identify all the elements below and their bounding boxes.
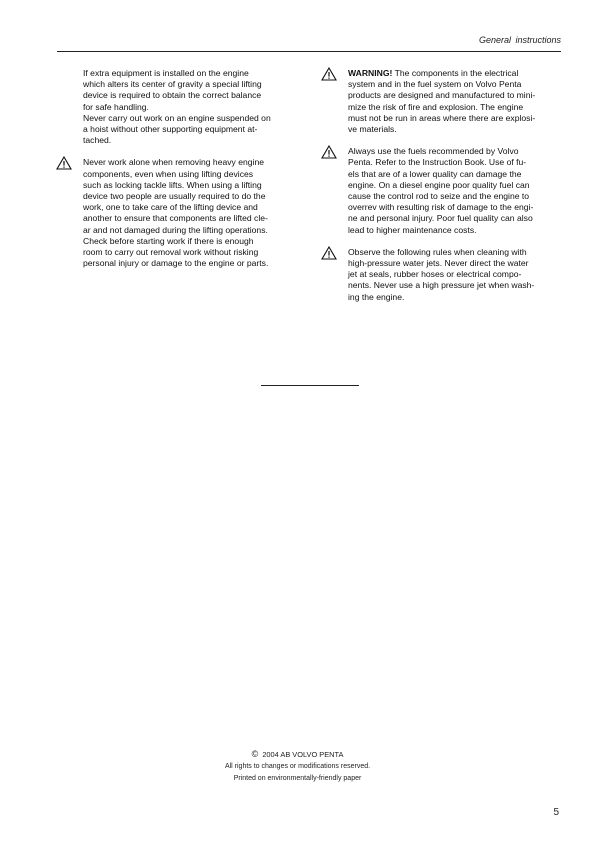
section-end-rule (261, 385, 359, 386)
copyright-line (0, 748, 595, 761)
warning-block-electrical (348, 68, 560, 135)
warning-paragraph-fuel: Always use the fuels recommended by Volvo Penta. Refer to the Instruction Book. Use of fu- els that are of a lower quality can damage the engine. On a diesel engine poor quality fuel can cause the control rod to seize and the engine to overrev with resulting risk of damage to the engi- ne and personal injury. Poor fuel quality can also lead to higher maintenance costs. (348, 146, 534, 235)
warning-label: WARNING! (348, 68, 393, 78)
rights-line: All rights to changes or modifications reserved. (224, 763, 371, 770)
warning-paragraph-electrical (348, 68, 560, 135)
warning-triangle-icon (56, 156, 72, 170)
warning-triangle-icon (321, 246, 337, 260)
warning-paragraph-lifting: Never work alone when removing heavy engine components, even when using lifting devices such as locking tackle lifts. When using a lifting device two people are usually required to do the work, one to take care of the lifting device and another to ensure that components are lifted cle- ar and not damaged during the lifting operations. Check before starting work if there is enough room to carry out removal work without risking personal injury or damage to the engine or parts. (83, 157, 269, 269)
printed-line: Printed on environmentally-friendly paper (233, 775, 362, 782)
footer (0, 748, 595, 785)
header-rule (57, 51, 561, 52)
left-column (83, 68, 295, 269)
copyright-text: 2004 AB VOLVO PENTA (262, 750, 344, 759)
warning-triangle-icon (321, 145, 337, 159)
warning-block-lifting (83, 157, 295, 269)
right-column (348, 68, 560, 303)
intro-paragraph: If extra equipment is installed on the engine which alters its center of gravity a special lifting device is required to obtain the correct balance for safe handling. Never carry out work on an engine suspended on a hoist without other supporting equipment at- tached. (83, 68, 271, 146)
intro-block (83, 68, 295, 146)
warning-block-cleaning (348, 247, 560, 303)
warning-text-electrical: The components in the electrical system and in the fuel system on Volvo Penta products are designed and manufactured to mini- mize the risk of fire and explosion. The engine must not be run in areas where there are explosi- ve materials. (348, 68, 536, 135)
copyright-symbol: © (251, 749, 259, 759)
warning-block-fuel (348, 146, 560, 236)
running-header: General instructions (478, 35, 561, 45)
warning-triangle-icon (321, 67, 337, 81)
warning-paragraph-cleaning: Observe the following rules when cleaning with high-pressure water jets. Never direct the water jet at seals, rubber hoses or electrical compo- nents. Never use a high pressure jet when wash- ing the engine. (348, 246, 535, 302)
page-number: 5 (553, 807, 559, 818)
